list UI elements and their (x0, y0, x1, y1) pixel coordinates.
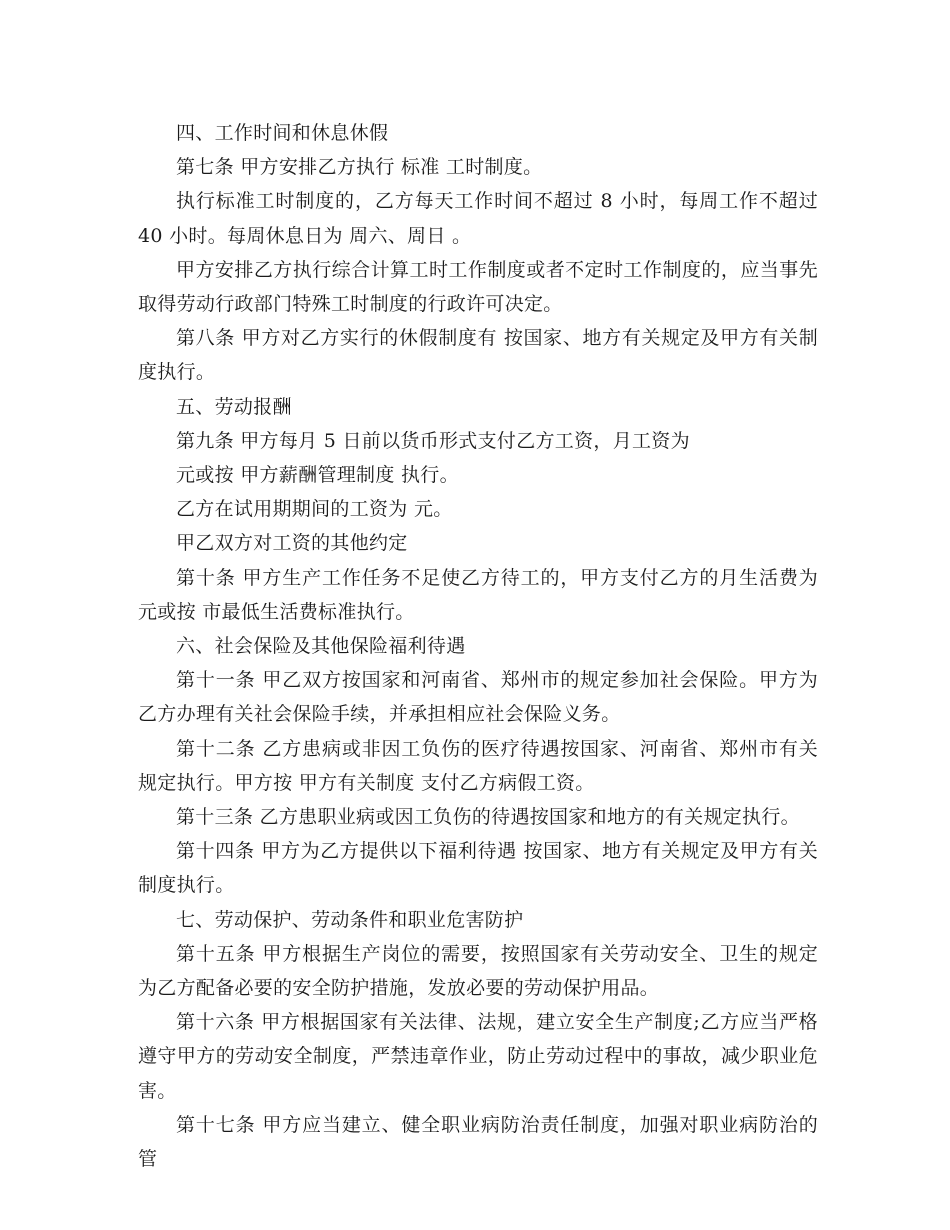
section-heading-remuneration: 五、劳动报酬 (176, 395, 292, 418)
paragraph-special-hours: 甲方安排乙方执行综合计算工时工作制度或者不定时工作制度的，应当事先取得劳动行政部门特殊工时制度的行政许可决定。 (138, 258, 818, 316)
section-heading-social-insurance: 六、社会保险及其他保险福利待遇 (176, 635, 466, 658)
article-14: 第十四条 甲方为乙方提供以下福利待遇 按国家、地方有关规定及甲方有关制度执行。 (138, 840, 818, 897)
article-11: 第十一条 甲乙双方按国家和河南省、郑州市的规定参加社会保险。甲方为乙方办理有关社会保险手续，并承担相应社会保险义务。 (138, 669, 818, 726)
article-9: 第九条 甲方每月 5 日前以货币形式支付乙方工资，月工资为 (176, 429, 690, 452)
section-heading-labor-protection: 七、劳动保护、劳动条件和职业危害防护 (176, 908, 524, 931)
paragraph-salary-method: 元或按 甲方薪酬管理制度 执行。 (176, 464, 459, 487)
paragraph-other-salary-terms: 甲乙双方对工资的其他约定 (176, 532, 408, 555)
article-10: 第十条 甲方生产工作任务不足使乙方待工的，甲方支付乙方的月生活费为 元或按 市最低生活费标准执行。 (138, 566, 818, 623)
article-16: 第十六条 甲方根据国家有关法律、法规，建立安全生产制度;乙方应当严格遵守甲方的劳动安全制度，严禁违章作业，防止劳动过程中的事故，减少职业危害。 (138, 1011, 818, 1102)
article-12: 第十二条 乙方患病或非因工负伤的医疗待遇按国家、河南省、郑州市有关规定执行。甲方按 甲方有关制度 支付乙方病假工资。 (138, 737, 818, 794)
article-17: 第十七条 甲方应当建立、健全职业病防治责任制度，加强对职业病防治的管 (138, 1113, 818, 1171)
paragraph-standard-hours: 执行标准工时制度的，乙方每天工作时间不超过 8 小时，每周工作不超过 40 小时。每周休息日为 周六、周日 。 (138, 190, 818, 247)
document-body (138, 116, 818, 1176)
section-heading-work-hours: 四、工作时间和休息休假 (176, 122, 389, 144)
article-15: 第十五条 甲方根据生产岗位的需要，按照国家有关劳动安全、卫生的规定为乙方配备必要的安全防护措施，发放必要的劳动保护用品。 (138, 942, 818, 1000)
article-7: 第七条 甲方安排乙方执行 标准 工时制度。 (176, 156, 543, 179)
article-8: 第八条 甲方对乙方实行的休假制度有 按国家、地方有关规定及甲方有关制度执行。 (138, 327, 818, 384)
article-13: 第十三条 乙方患职业病或因工负伤的待遇按国家和地方的有关规定执行。 (176, 806, 800, 829)
paragraph-probation-salary: 乙方在试用期期间的工资为 元。 (176, 498, 453, 521)
